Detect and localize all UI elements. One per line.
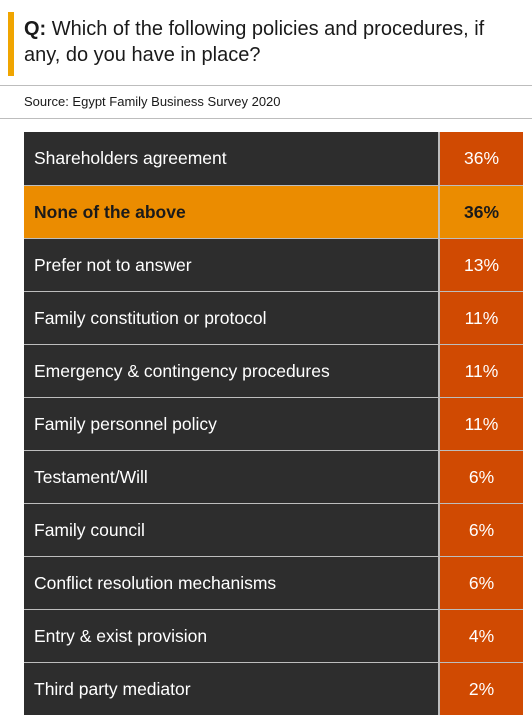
row-value: 6% xyxy=(438,557,523,609)
row-value: 2% xyxy=(438,663,523,715)
question-text: Which of the following policies and procedures, if any, do you have in place? xyxy=(24,18,485,66)
row-value: 36% xyxy=(438,186,523,238)
table-row xyxy=(24,662,523,715)
source-note: Source: Egypt Family Business Survey 2020 xyxy=(24,94,281,109)
row-label: Entry & exist provision xyxy=(34,625,208,646)
table-row xyxy=(24,609,523,662)
row-value: 11% xyxy=(438,345,523,397)
question-prefix: Q: xyxy=(24,18,47,40)
table-row xyxy=(24,397,523,450)
row-label: Family personnel policy xyxy=(34,413,217,434)
row-value: 6% xyxy=(438,451,523,503)
row-value: 4% xyxy=(438,610,523,662)
row-label: Conflict resolution mechanisms xyxy=(34,572,277,593)
row-value: 11% xyxy=(438,292,523,344)
row-label: Family council xyxy=(34,519,145,540)
row-label: Prefer not to answer xyxy=(34,254,192,275)
row-label: Third party mediator xyxy=(34,678,191,699)
row-label: Testament/Will xyxy=(34,466,148,487)
table-row xyxy=(24,291,523,344)
table-row xyxy=(24,556,523,609)
row-value: 13% xyxy=(438,239,523,291)
table-row xyxy=(24,344,523,397)
policies-table xyxy=(24,132,523,715)
row-label: Family constitution or protocol xyxy=(34,307,267,328)
question-heading xyxy=(24,16,514,68)
divider-top xyxy=(0,85,532,86)
table-row xyxy=(24,132,523,185)
row-label: None of the above xyxy=(34,201,186,222)
table-row xyxy=(24,450,523,503)
question-accent-bar xyxy=(8,12,14,76)
divider-bottom xyxy=(0,118,532,119)
row-label: Emergency & contingency procedures xyxy=(34,360,330,381)
row-label: Shareholders agreement xyxy=(34,148,227,168)
table-row xyxy=(24,503,523,556)
table-row xyxy=(24,185,523,238)
row-value: 36% xyxy=(438,132,523,185)
row-value: 11% xyxy=(438,398,523,450)
row-value: 6% xyxy=(438,504,523,556)
table-row xyxy=(24,238,523,291)
